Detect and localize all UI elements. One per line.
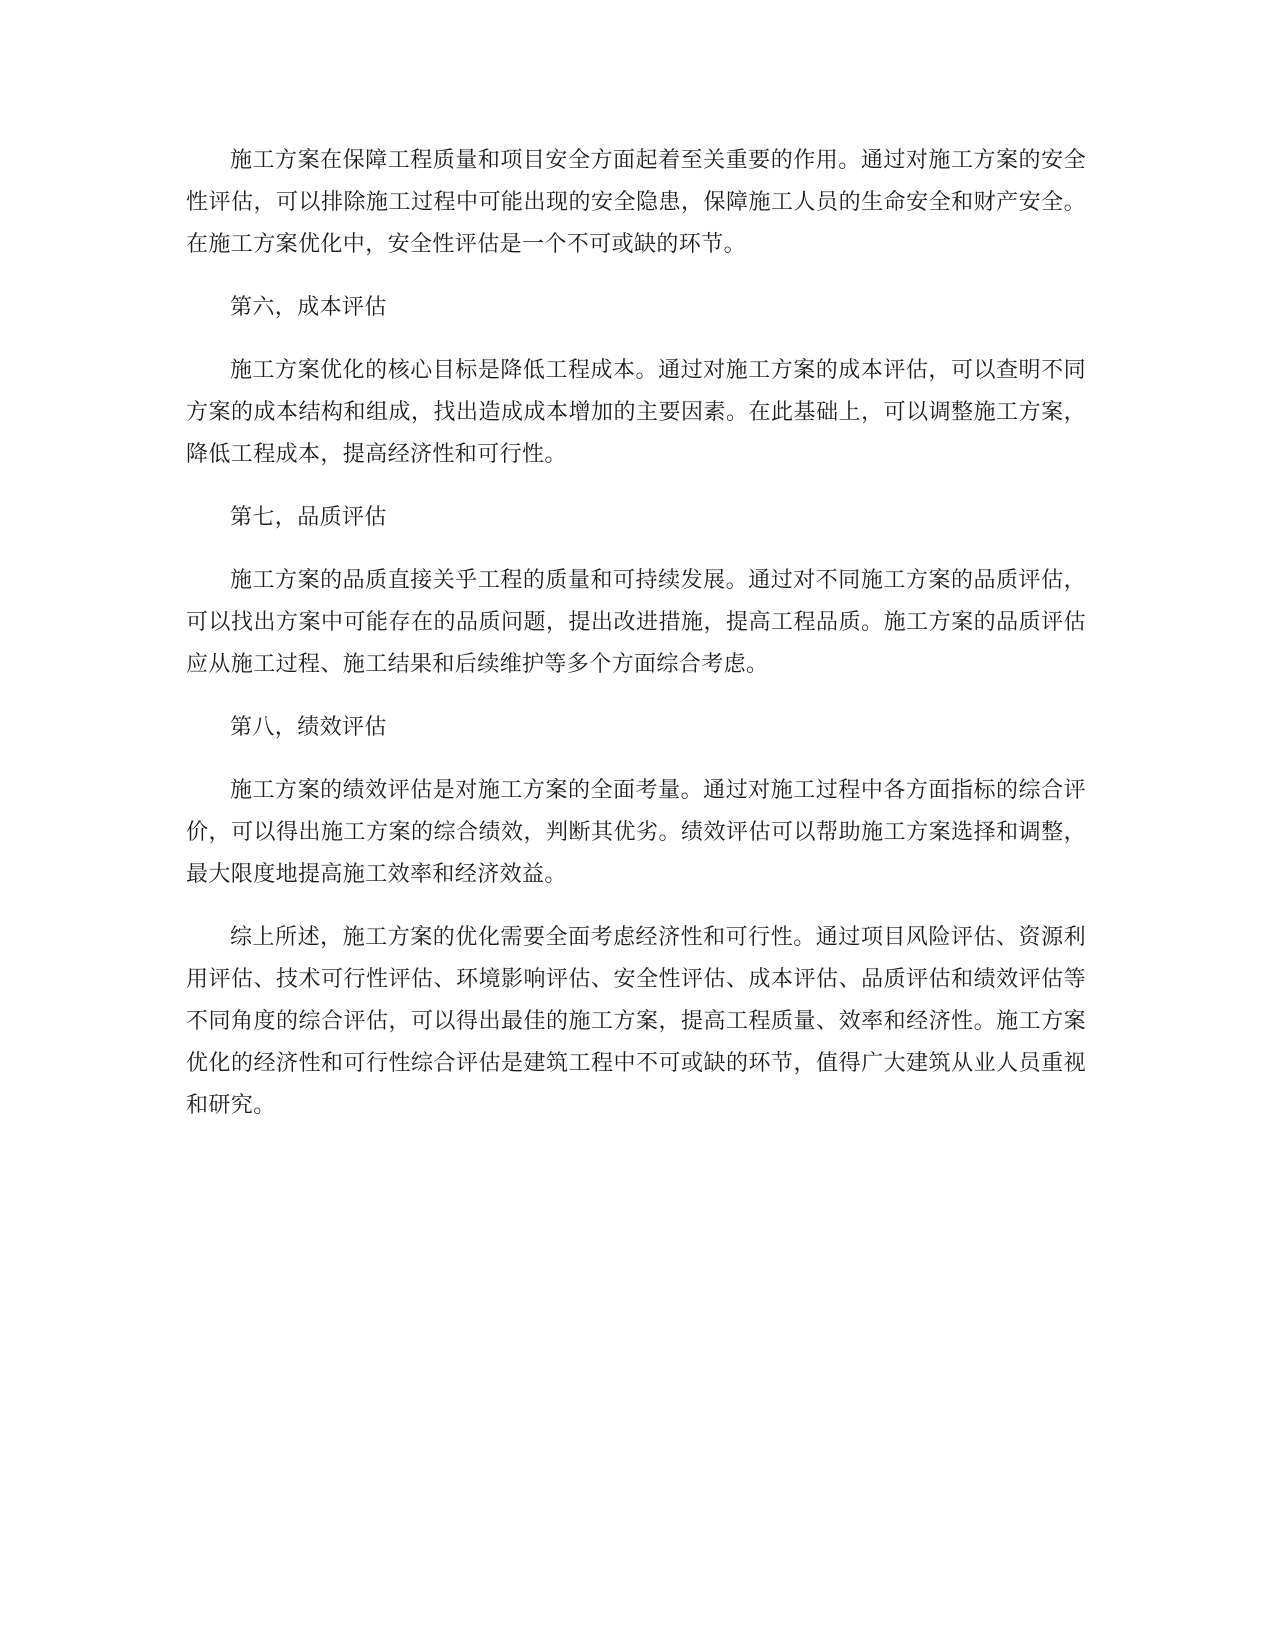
paragraph-safety-assessment: 施工方案在保障工程质量和项目安全方面起着至关重要的作用。通过对施工方案的安全性评估，可以排除施工过程中可能出现的安全隐患，保障施工人员的生命安全和财产安全。在施工方案优化中，安全性评估是一个不可或缺的环节。 xyxy=(186,148,1086,257)
paragraph-cost-assessment: 施工方案优化的核心目标是降低工程成本。通过对施工方案的成本评估，可以查明不同方案的成本结构和组成，找出造成成本增加的主要因素。在此基础上，可以调整施工方案，降低工程成本，提高经济性和可行性。 xyxy=(186,358,1086,467)
paragraph-conclusion: 综上所述，施工方案的优化需要全面考虑经济性和可行性。通过项目风险评估、资源利用评估、技术可行性评估、环境影响评估、安全性评估、成本评估、品质评估和绩效评估等不同角度的综合评估，可以得出最佳的施工方案，提高工程质量、效率和经济性。施工方案优化的经济性和可行性综合评估是建筑工程中不可或缺的环节，值得广大建筑从业人员重视和研究。 xyxy=(186,925,1086,1118)
section-heading-performance: 第八，绩效评估 xyxy=(230,715,387,740)
section-heading-cost: 第六，成本评估 xyxy=(230,295,387,320)
paragraph-quality-assessment: 施工方案的品质直接关乎工程的质量和可持续发展。通过对不同施工方案的品质评估，可以找出方案中可能存在的品质问题，提出改进措施，提高工程品质。施工方案的品质评估应从施工过程、施工结果和后续维护等多个方面综合考虑。 xyxy=(186,568,1086,677)
document-body xyxy=(186,140,1086,1148)
paragraph-performance-assessment: 施工方案的绩效评估是对施工方案的全面考量。通过对施工过程中各方面指标的综合评价，可以得出施工方案的综合绩效，判断其优劣。绩效评估可以帮助施工方案选择和调整，最大限度地提高施工效率和经济效益。 xyxy=(186,778,1086,887)
section-heading-quality: 第七，品质评估 xyxy=(230,505,387,530)
